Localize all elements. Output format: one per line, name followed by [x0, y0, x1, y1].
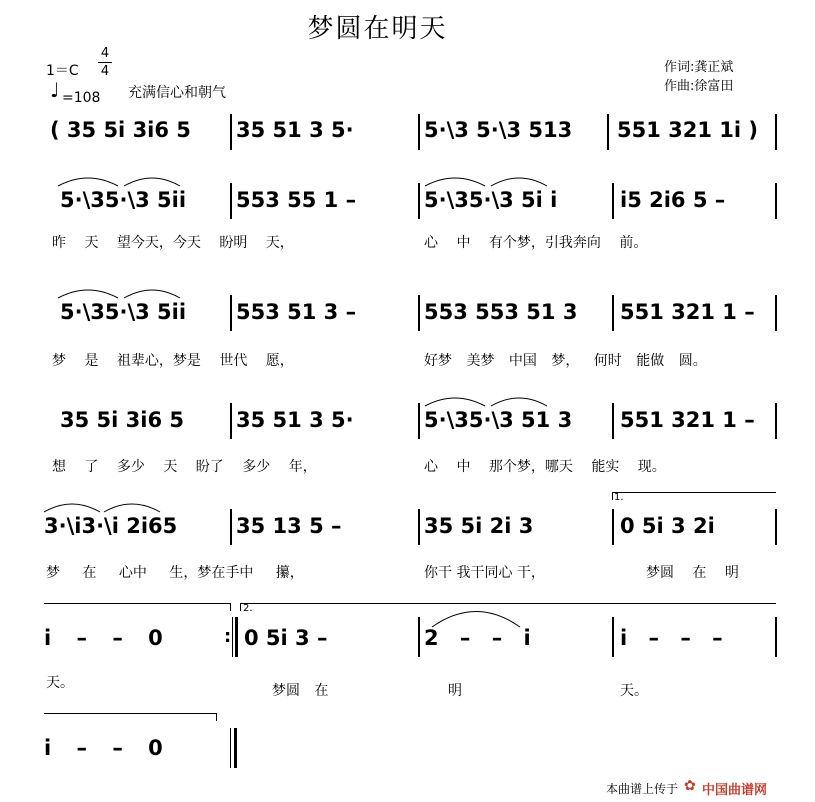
measure-5-3: 35 5i 2i 3	[424, 514, 534, 538]
lyrics-2-b: 心 中 有个梦，引我奔向 前。	[424, 235, 648, 251]
measure-6-2: 0 5i 3 –	[244, 626, 328, 650]
site-name: 中国曲谱网	[702, 783, 768, 798]
measure-6-3: 2 – – i	[424, 626, 531, 650]
measure-4-1: 35 5i 3i6 5	[60, 408, 185, 432]
measure-2-3: 5·\35·\3 5i i	[424, 188, 558, 212]
time-signature-top: 4	[100, 46, 110, 61]
lyricist-credit: 作词:龚正斌	[664, 60, 734, 75]
measure-6-1: i – – 0	[44, 626, 163, 650]
slur	[44, 504, 100, 512]
measure-4-2: 35 51 3 5·	[236, 408, 354, 432]
measure-2-4: i5 2i6 5 –	[620, 188, 726, 212]
tempo: =108	[62, 90, 101, 106]
measure-7-1: i – – 0	[44, 736, 163, 760]
song-title: 梦圆在明天	[307, 14, 448, 44]
slur	[124, 178, 180, 186]
time-signature-bottom: 4	[100, 64, 110, 79]
composer-credit: 作曲:徐富田	[664, 79, 734, 94]
lyrics-5-b: 你干 我干同心 干，	[424, 565, 545, 581]
lyrics-6-a: 天。	[46, 675, 74, 691]
measure-1-1: ( 35 5i 3i6 5	[50, 118, 191, 142]
lyrics-5-c: 梦圆 在 明	[646, 565, 739, 581]
slur	[124, 290, 180, 298]
measure-5-4: 0 5i 3 2i	[620, 514, 715, 538]
lyrics-3-b: 好梦 美梦 中国 梦， 何时 能做 圆。	[424, 353, 707, 369]
measure-5-2: 35 13 5 –	[236, 514, 342, 538]
site-logo-icon: ✿	[684, 778, 696, 794]
measure-2-1: 5·\35·\3 5ii	[60, 188, 187, 212]
measure-1-3: 5·\3 5·\3 513	[424, 118, 573, 142]
lyrics-6-b: 梦圆 在	[272, 683, 329, 699]
slur	[491, 178, 547, 186]
slur	[425, 178, 485, 186]
measure-3-1: 5·\35·\3 5ii	[60, 300, 187, 324]
lyrics-4-b: 心 中 那个梦，哪天 能实 现。	[424, 459, 666, 475]
measure-4-4: 551 321 1 –	[620, 408, 755, 432]
measure-5-1: 3·\i3·\i 2i65	[44, 514, 178, 538]
footer-text: 本曲谱上传于	[606, 782, 679, 796]
repeat-dots: :	[224, 626, 232, 647]
measure-3-3: 553 553 51 3	[424, 300, 578, 324]
slur	[104, 504, 160, 512]
tie	[432, 612, 520, 628]
measure-4-3: 5·\35·\3 51 3	[424, 408, 573, 432]
quarter-note-icon: ♩	[50, 78, 60, 102]
measure-2-2: 553 55 1 –	[236, 188, 357, 212]
measure-3-2: 553 51 3 –	[236, 300, 357, 324]
expression-marking: 充满信心和朝气	[128, 85, 226, 101]
measure-1-2: 35 51 3 5·	[236, 118, 354, 142]
slur	[58, 178, 118, 186]
key-signature: 1＝C	[46, 63, 79, 79]
lyrics-4-a: 想 了 多少 天 盼了 多少 年，	[52, 459, 317, 475]
slur	[58, 290, 118, 298]
lyrics-3-a: 梦 是 祖辈心，梦是 世代 愿，	[52, 353, 294, 369]
lyrics-6-c: 明	[448, 683, 462, 699]
lyrics-6-d: 天。	[620, 683, 648, 699]
lyrics-2-a: 昨 天 望今天，今天 盼明 天，	[52, 235, 294, 251]
slur	[491, 398, 547, 406]
measure-6-4: i – – –	[620, 626, 723, 650]
volta-1-label: 1.	[614, 492, 624, 503]
lyrics-5-a: 梦 在 心中 生，梦在手中 攥，	[46, 565, 304, 581]
measure-3-4: 551 321 1 –	[620, 300, 755, 324]
volta-2-label: 2.	[243, 603, 253, 614]
slur	[425, 398, 485, 406]
measure-1-4: 551 321 1i )	[617, 118, 759, 142]
